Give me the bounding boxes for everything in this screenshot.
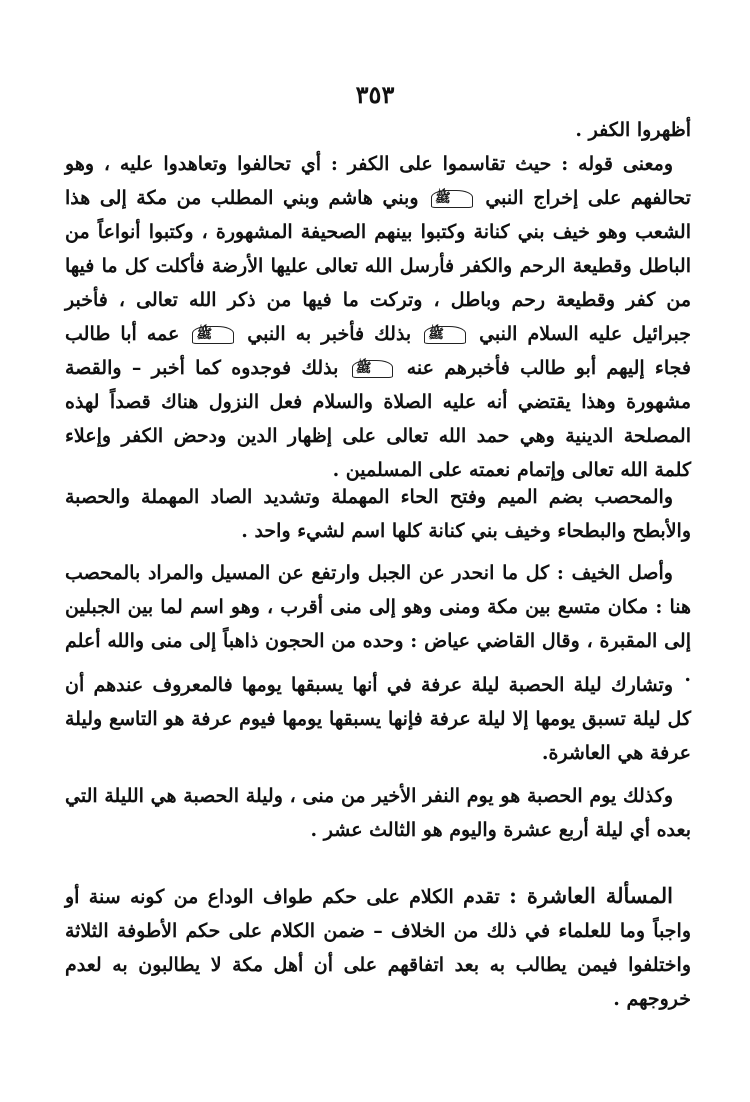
page-number: ٣٥٣	[355, 80, 395, 109]
honorific-seal-icon: ﷺ	[352, 360, 394, 378]
section-text: تقدم الكلام على حكم طواف الوداع من كونه سنة أو واجباً وما للعلماء في ذلك من الخلاف – ضمن الكلام على حكم الأطوفة الثلاثة واختلفوا فيمن يطالب به بعد اتفاقهم على أن أهل مكة لا يطالبون به لعدم خروجهم .	[65, 886, 691, 1010]
honorific-seal-icon: ﷺ	[424, 326, 466, 344]
text-block-muhassab	[65, 480, 691, 548]
paragraph-meaning-part-3: بذلك فأخبر به النبي	[247, 323, 412, 345]
paragraph-yawm-al-hasbah: وكذلك يوم الحصبة هو يوم النفر الأخير من منى ، وليلة الحصبة هي الليلة التي بعده أي ليلة أربع عشرة واليوم هو الثالث عشر .	[65, 785, 691, 841]
paragraph-masala-ashira	[65, 879, 691, 1016]
paragraph-meaning-part-4: عمه أبا طالب فجاء إليهم أبو طالب فأخبرهم عنه	[65, 323, 692, 379]
paragraph-meaning-part-2: وبني هاشم وبني المطلب من مكة إلى هذا الشعب وهو خيف بني كنانة وكتبوا بينهم الصحيفة المشهورة ، وكتبوا أنواعاً من الباطل وقطيعة الرحم والكفر فأرسل الله تعالى عليها الأرضة فأكلت كل ما فيها من كفر وقطيعة رحم وباطل ، وتركت ما فيها من ذكر الله تعالى ، فأخبر جبرائيل عليه السلام النبي	[65, 187, 691, 345]
paragraph-meaning	[65, 147, 691, 487]
paragraph-laylat-al-hasbah: وتشارك ليلة الحصبة ليلة عرفة في أنها يسبقها يومها فالمعروف عندهم أن كل ليلة تسبق يومها إلا ليلة عرفة فإنها يسبقها يومها فيوم عرفة هو التاسع وليلة عرفة هي العاشرة.	[65, 674, 691, 764]
text-block-masala	[65, 879, 691, 1016]
paragraph-muhassab: والمحصب بضم الميم وفتح الحاء المهملة وتشديد الصاد المهملة والحصبة والأبطح والبطحاء وخيف بني كنانة كلها اسم لشيء واحد .	[65, 486, 691, 542]
section-heading: المسألة العاشرة :	[509, 883, 674, 908]
paragraph-meaning-part-5: بذلك فوجدوه كما أخبر – والقصة مشهورة وهذا يقتضي أنه عليه الصلاة والسلام فعل النزول هناك قصداً لهذه المصلحة الدينية وهي حمد الله تعالى على إظهار الدين ودحض الكفر وإعلاء كلمة الله تعالى وإتمام نعمته على المسلمين .	[65, 357, 691, 481]
honorific-seal-icon: ﷺ	[431, 190, 473, 208]
paragraph-opening-line: أظهروا الكفر .	[575, 119, 691, 141]
text-block-yawm	[65, 779, 691, 847]
paragraph-khayf: وأصل الخيف : كل ما انحدر عن الجبل وارتفع عن المسيل والمراد بالمحصب هنا : مكان متسع بين مكة ومنى وهو إلى منى أقرب ، وهو اسم لما بين الجبلين إلى المقبرة ، وقال القاضي عياض : وحده من الحجون ذاهباً إلى منى والله أعلم .	[65, 562, 691, 686]
text-block-laylat	[65, 668, 691, 770]
paragraph-meaning-part-1: ومعنى قوله : حيث تقاسموا على الكفر : أي تحالفوا وتعاهدوا عليه ، وهو تحالفهم على إخراج النبي	[65, 153, 691, 209]
honorific-seal-icon: ﷺ	[192, 326, 234, 344]
text-block-opening	[65, 113, 691, 487]
